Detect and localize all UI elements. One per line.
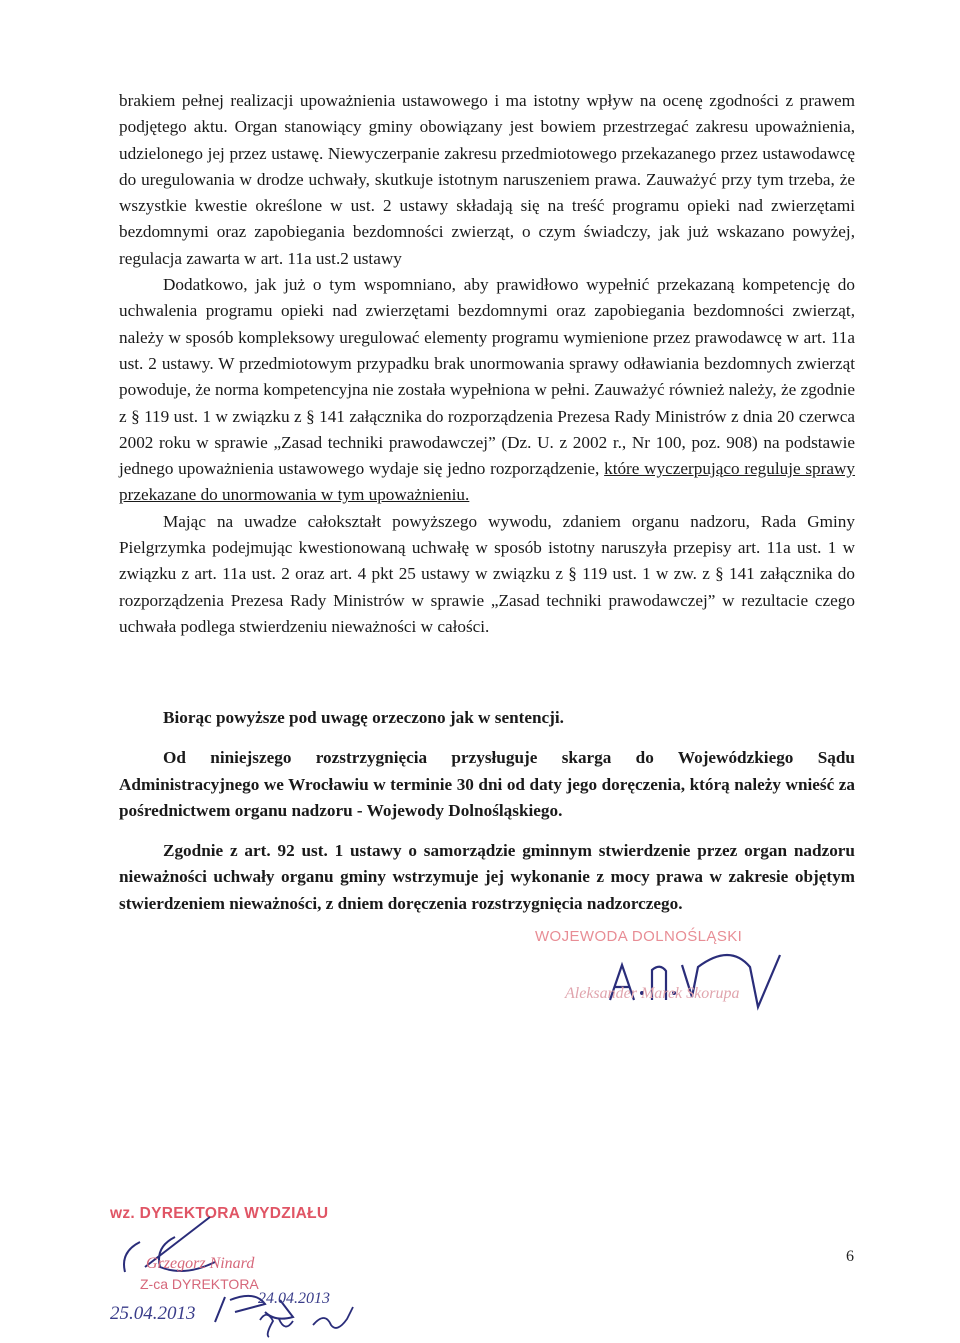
initials-signature xyxy=(255,1305,365,1340)
document-body xyxy=(119,88,855,640)
page-number: 6 xyxy=(846,1248,854,1265)
paragraph-1: brakiem pełnej realizacji upoważnienia ustawowego i ma istotny wpływ na ocenę zgodności z prawem podjętego aktu. Organ stanowiący gminy obowiązany jest bowiem przestrzegać zakresu upoważnienia, udzielonego jej przez ustawę. Niewyczerpanie zakresu przedmiotowego przekazanego przez ustawodawcę do uregulowania w drodze uchwały, skutkuje istotnym naruszeniem prawa. Zauważyć przy tym trzeba, że wszystkie kwestie określone w ust. 2 ustawy składają się na treść programu opieki nad zwierzętami bezdomnymi oraz zapobiegania bezdomności zwierząt, o czym świadczy, jak już wskazano powyżej, regulacja zawarta w art. 11a ust.2 ustawy xyxy=(119,91,855,268)
bold-section xyxy=(119,705,855,917)
handwritten-date-right: 24.04.2013 xyxy=(258,1290,330,1307)
paragraph-2 xyxy=(119,272,855,509)
stamp-wojewoda-title: WOJEWODA DOLNOŚLĄSKI xyxy=(535,928,743,945)
handwritten-date-left: 25.04.2013 xyxy=(110,1303,196,1324)
bold-paragraph-2: Od niniejszego rozstrzygnięcia przysługuje skarga do Wojewódzkiego Sądu Administracyjnego we Wrocławiu w terminie 30 dni od daty jego doręczenia, którą należy wnieść za pośrednictwem organu nadzoru - Wojewody Dolnośląskiego. xyxy=(119,748,855,820)
stamp-dyrektor-role: Z-ca DYREKTORA xyxy=(140,1276,259,1292)
paragraph-2-text: Dodatkowo, jak już o tym wspomniano, aby prawidłowo wypełnić przekazaną kompetencję do uchwalenia programu opieki nad zwierzętami bezdomnymi oraz zapobiegania bezdomności zwierząt, należy w sposób kompleksowy uregulować elementy programu wymienione przez prawodawcę w art. 11a ust. 2 ustawy. W przedmiotowym przypadku brak unormowania sprawy odławiania bezdomnych zwierząt powoduje, że norma kompetencyjna nie została wypełniona w pełni. Zauważyć również należy, że zgodnie z § 119 ust. 1 w związku z § 141 załącznika do rozporządzenia Prezesa Rady Ministrów z dnia 20 czerwca 2002 roku w sprawie „Zasad techniki prawodawczej” (Dz. U. z 2002 r., Nr 100, poz. 908) na podstawie jednego upoważnienia ustawowego wydaje się jedno rozporządzenie, xyxy=(119,275,855,479)
bold-paragraph-3: Zgodnie z art. 92 ust. 1 ustawy o samorządzie gminnym stwierdzenie przez organ nadzoru nieważności uchwały organu gminy wstrzymuje jej wykonanie z mocy prawa w zakresie objętym stwierdzeniem nieważności, z dniem doręczenia rozstrzygnięcia nadzorczego. xyxy=(119,841,855,913)
stamp-dyrektor-title: wz. DYREKTORA WYDZIAŁU xyxy=(110,1205,329,1222)
stamp-dyrektor-name: Grzegorz Ninard xyxy=(146,1255,255,1272)
wojewoda-signature xyxy=(600,945,790,1015)
bold-paragraph-1: Biorąc powyższe pod uwagę orzeczono jak w sentencji. xyxy=(163,708,564,727)
stamp-wojewoda-name: Aleksander Marek Skorupa xyxy=(565,985,740,1002)
paragraph-3: Mając na uwadze całokształt powyższego wywodu, zdaniem organu nadzoru, Rada Gminy Pielgrzymka podejmując kwestionowaną uchwałę w sposób istotny naruszyła przepisy art. 11a ust. 1 w związku z art. 11a ust. 2 oraz art. 4 pkt 25 ustawy w związku z § 119 ust. 1 w zw. z § 141 załącznika do rozporządzenia Prezesa Rady Ministrów w sprawie „Zasad techniki prawodawczej” w rezultacie czego uchwała podlega stwierdzeniu nieważności w całości. xyxy=(119,511,855,636)
paragraph-2-underlined: które wyczerpująco reguluje sprawy przekazane do unormowania w tym upoważnieniu. xyxy=(119,459,855,505)
